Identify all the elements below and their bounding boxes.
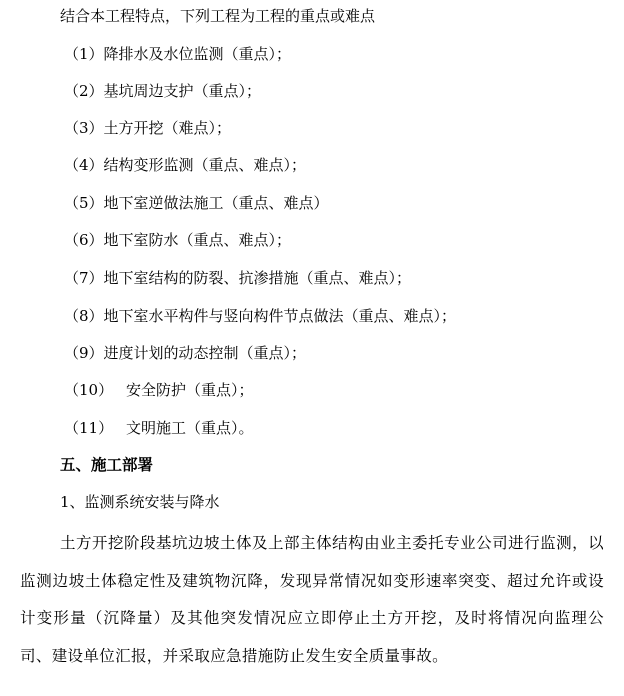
item-text: 地下室结构的防裂、抗渗措施（重点、难点）； bbox=[103, 269, 412, 287]
item-text: 地下室逆做法施工（重点、难点） bbox=[103, 194, 329, 212]
body-paragraph: 土方开挖阶段基坑边坡土体及上部主体结构由业主委托专业公司进行监测，以监测边坡土体稳定性及建筑物沉降，发现异常情况如变形速率突变、超过允许或设计变形量（沉降量）及其他突发情况应立即停止土方开挖，及时将情况向监理公司、建设单位汇报，并采取应急措施防止发生安全质量事故。 bbox=[20, 534, 604, 665]
list-item bbox=[64, 44, 291, 64]
section-heading: 五、施工部署 bbox=[60, 455, 154, 474]
item-text: 进度计划的动态控制（重点）； bbox=[103, 344, 307, 362]
item-text: 地下室水平构件与竖向构件节点做法（重点、难点）； bbox=[103, 307, 457, 325]
item-text: 安全防护（重点）； bbox=[126, 381, 254, 399]
subsection-heading: 1、监测系统安装与降水 bbox=[60, 493, 220, 511]
item-number: （4） bbox=[64, 156, 104, 174]
list-item bbox=[64, 118, 231, 138]
list-item bbox=[64, 343, 306, 363]
list-item bbox=[64, 306, 456, 326]
item-number: （5） bbox=[64, 194, 104, 212]
item-text: 文明施工（重点）。 bbox=[126, 419, 254, 437]
item-text: 降排水及水位监测（重点）； bbox=[103, 45, 292, 63]
item-number: （9） bbox=[64, 344, 104, 362]
item-text: 地下室防水（重点、难点）； bbox=[103, 231, 292, 249]
list-item bbox=[64, 380, 254, 400]
item-number: （7） bbox=[64, 269, 104, 287]
list-item bbox=[64, 230, 291, 250]
list-item bbox=[64, 418, 254, 438]
item-number: （8） bbox=[64, 307, 104, 325]
list-item bbox=[64, 193, 329, 213]
item-number: （10） bbox=[64, 381, 114, 399]
item-number: （6） bbox=[64, 231, 104, 249]
item-text: 基坑周边支护（重点）； bbox=[103, 82, 262, 100]
item-number: （2） bbox=[64, 82, 104, 100]
item-text: 结构变形监测（重点、难点）； bbox=[103, 156, 307, 174]
list-item bbox=[64, 268, 411, 288]
item-number: （1） bbox=[64, 45, 104, 63]
list-item bbox=[64, 81, 261, 101]
list-item bbox=[64, 155, 306, 175]
item-number: （3） bbox=[64, 119, 104, 137]
item-text: 土方开挖（难点）； bbox=[103, 119, 232, 137]
item-number: （11） bbox=[64, 419, 114, 437]
intro-text: 结合本工程特点，下列工程为工程的重点或难点 bbox=[60, 7, 376, 25]
